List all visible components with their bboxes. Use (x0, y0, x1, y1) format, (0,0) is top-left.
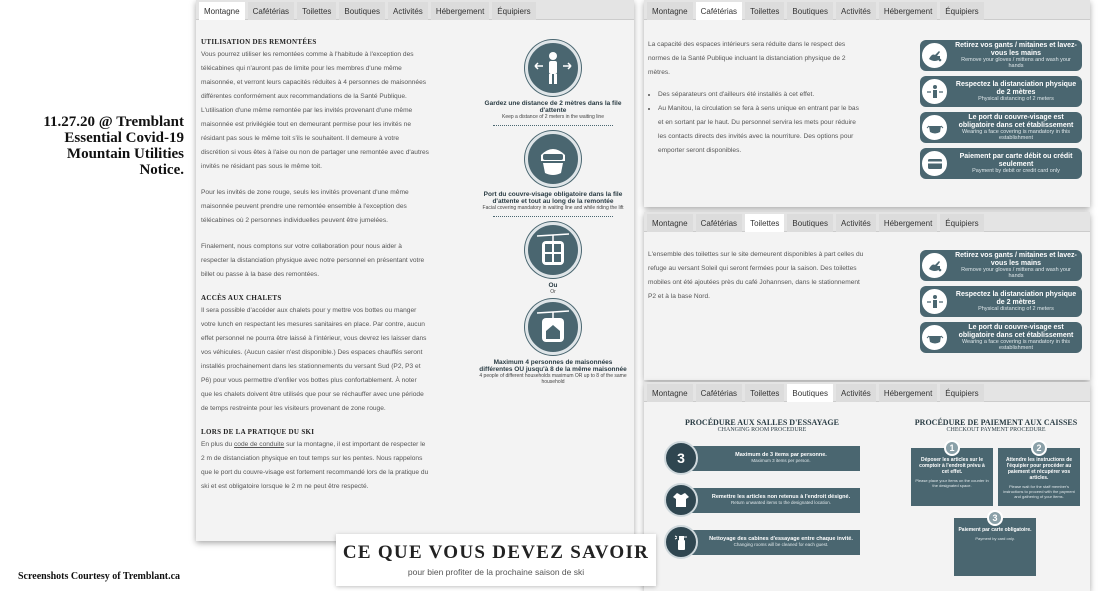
step-number: 1 (944, 440, 960, 456)
paragraph: La capacité des espaces intérieurs sera réduite dans le respect des normes de la Santé Publique incluant la distanciation physique de 2 mètres. (648, 41, 846, 76)
text: sur la montagne, il est important de respecter le 2 m de distanciation physique en tout temps sur les pentes. Nous rappelons que le port du couvre-visage est fortement recommandé lors de la pratique du ski et est obligatoire lorsque le 2 m ne peut être respecté. (201, 441, 429, 490)
row-fr: Maximum de 3 items par personne. (735, 452, 827, 459)
paragraph: Vous pourrez utiliser les remontées comme à l'habitude à l'exception des télécabines qui n'auront pas de limite pour les membres d'une même maisonnée, et verront leurs capacités réduites à 4 personnes de maisonnées différentes conformément aux recommandations de la Santé Publique. L'utilisation d'une même remontée par les invités provenant d'une même maisonnée est privilégiée tout en demeurant permise pour les invités ne résidant pas sous le même toit s'ils le souhaitent. Il demeure à votre discrétion si vous êtes à l'aise ou non de partager une remontée avec d'autres invités ne résidant pas sous le même toit. (201, 51, 429, 170)
essayage-subtitle: CHANGING ROOM PROCEDURE (717, 427, 807, 433)
pill-en: Payment by debit or credit card only (972, 168, 1060, 174)
payment-step (954, 518, 1036, 576)
tab-bar (644, 382, 1090, 402)
montagne-panel (196, 0, 634, 541)
icon-caption-en: Or (550, 289, 556, 295)
pill-en: Wearing a face covering is mandatory in this establishment (961, 339, 1071, 351)
distance-icon (525, 40, 581, 96)
boutiques-panel (644, 382, 1090, 591)
bullet-item: • Des séparateurs ont d'ailleurs été installés à cet effet. (658, 88, 866, 102)
step-fr: Déposer les articles sur le comptoir à l'endroit prévu à cet effet. (919, 457, 985, 475)
tab-equipiers[interactable]: Équipiers (940, 214, 983, 232)
pill-fr: Respectez la distanciation physique de 2 mètres (955, 81, 1077, 96)
row-en: Return unwanted items to the designated location. (730, 500, 832, 506)
tab-hebergement[interactable]: Hébergement (431, 2, 489, 20)
tab-cafeterias[interactable]: Cafétérias (696, 2, 742, 20)
payment-step (911, 448, 993, 506)
tab-toilettes[interactable]: Toilettes (297, 2, 336, 20)
step-en: Please wait for the staff member's instructions to proceed with the payment and gathering of your items. (1003, 484, 1075, 499)
row-fr: Nettoyage des cabines d'essayage entre chaque invité. (709, 536, 853, 543)
tab-montagne[interactable]: Montagne (647, 214, 693, 232)
icon-caption-en: Keep a distance of 2 meters in the waiting line (501, 114, 604, 120)
tshirt-icon (664, 483, 698, 517)
paiement-title: PROCÉDURE DE PAIEMENT AUX CAISSES (914, 418, 1078, 427)
number-three-icon (664, 441, 698, 475)
banner-title: CE QUE VOUS DEVEZ SAVOIR (342, 542, 650, 563)
pill-en: Physical distancing of 2 meters (978, 306, 1054, 312)
divider (493, 125, 613, 126)
household-gondola-icon (525, 299, 581, 355)
notice-caption (14, 114, 184, 178)
tab-boutiques[interactable]: Boutiques (787, 384, 833, 402)
paragraph: L'ensemble des toilettes sur le site demeurent disponibles à part celles du refuge au versant Soleil qui seront fermées pour la saison. Des toilettes mobiles ont été ajoutées près du café Johannsen, dans le stationnement P2 et à la base Nord. (648, 251, 864, 300)
divider (493, 216, 613, 217)
tab-equipiers[interactable]: Équipiers (492, 2, 535, 20)
tab-cafeterias[interactable]: Cafétérias (696, 384, 742, 402)
procedure-row (664, 525, 860, 559)
info-pill (920, 40, 1082, 71)
pill-fr: Le port du couvre-visage est obligatoire dans cet établissement (958, 324, 1074, 339)
info-pill (920, 250, 1082, 281)
toilettes-panel (644, 212, 1090, 380)
tab-bar (644, 0, 1090, 20)
info-pill (920, 286, 1082, 317)
info-pill (920, 76, 1082, 107)
text: En plus du (201, 441, 234, 448)
mask-icon (920, 112, 950, 143)
spray-bottle-icon (664, 525, 698, 559)
section-title-remontees: UTILISATION DES REMONTÉES (201, 38, 317, 46)
max-number: 3 (677, 450, 685, 466)
paragraph: Il sera possible d'accéder aux chalets pour y mettre vos bottes ou manger votre lunch en respectant les mesures sanitaires en place. Par contre, aucun effet personnel ne pourra être laissé à l'intérieur, vous devrez les laisser dans vos véhicules. (Aucun casier n'est disponible.) Des espaces chauffés seront installés prochainement dans les stationnements du versant Sud (P2, P3 et P6) pour vous permettre d'enfiler vos bottes plus confortablement. À noter que les chalets doivent être utilisés que pour se réchauffer avec une période de temps restreinte pour les visiteurs provenant de zone rouge. (201, 307, 427, 412)
tab-equipiers[interactable]: Équipiers (940, 384, 983, 402)
paragraph (201, 438, 429, 494)
pill-en: Wearing a face covering is mandatory in this establishment (961, 129, 1071, 141)
tab-hebergement[interactable]: Hébergement (879, 2, 937, 20)
tab-activites[interactable]: Activités (388, 2, 428, 20)
tab-hebergement[interactable]: Hébergement (879, 214, 937, 232)
code-de-conduite-link[interactable]: code de conduite (234, 441, 285, 448)
distance-icon (920, 286, 950, 317)
gondola-icon (525, 222, 581, 278)
cafeterias-panel (644, 0, 1090, 207)
pill-fr: Le port du couvre-visage est obligatoire dans cet établissement (958, 114, 1074, 129)
step-en: Payment by card only. (975, 536, 1015, 541)
handwash-icon (920, 40, 950, 71)
paragraph: Finalement, nous comptons sur votre collaboration pour nous aider à respecter la distanciation physique avec notre personnel en présentant votre billet ou passe à la base des remontées. (201, 243, 425, 278)
info-pill (920, 322, 1082, 353)
essayage-title: PROCÉDURE AUX SALLES D'ESSAYAGE (685, 418, 839, 427)
paiement-subtitle: CHECKOUT PAYMENT PROCEDURE (946, 427, 1046, 433)
icon-caption-en: 4 people of different households maximum OR up to 8 of the same household (479, 373, 627, 385)
info-pill (920, 112, 1082, 143)
tab-activites[interactable]: Activités (836, 214, 876, 232)
banner (336, 534, 656, 586)
payment-step (998, 448, 1080, 506)
icon-caption-fr: Ou (548, 282, 558, 289)
banner-subtitle: pour bien profiter de la prochaine saison de ski (407, 567, 585, 577)
pill-en: Physical distancing of 2 meters (978, 96, 1054, 102)
tab-toilettes[interactable]: Toilettes (745, 2, 784, 20)
tab-montagne[interactable]: Montagne (647, 384, 693, 402)
icon-caption-fr: Maximum 4 personnes de maisonnées différentes OU jusqu'à 8 de la même maisonnée (479, 359, 627, 373)
mask-icon (920, 322, 950, 353)
caption-line: Essential Covid-19 (64, 130, 184, 146)
caption-line: 11.27.20 @ Tremblant (43, 114, 184, 130)
tab-activites[interactable]: Activités (836, 2, 876, 20)
tab-toilettes[interactable]: Toilettes (745, 214, 784, 232)
tab-bar (196, 0, 634, 20)
bullet-item: • Au Manitou, la circulation se fera à sens unique en entrant par le bas et en sortant par le haut. Du personnel servira les mets pour réduire les contacts directs des invités avec la nourriture. Des options pour emporter seront disponibles. (658, 102, 866, 158)
tab-boutiques[interactable]: Boutiques (787, 2, 833, 20)
tab-montagne[interactable]: Montagne (647, 2, 693, 20)
tab-cafeterias[interactable]: Cafétérias (696, 214, 742, 232)
procedure-row (664, 483, 860, 517)
card-payment-icon (920, 148, 950, 179)
pill-fr: Retirez vos gants / mitaines et lavez-vous les mains (955, 42, 1077, 57)
row-fr: Remettre les articles non retenus à l'endroit désigné. (711, 494, 851, 501)
tab-activites[interactable]: Activités (836, 384, 876, 402)
tab-cafeterias[interactable]: Cafétérias (248, 2, 294, 20)
caption-line: Notice. (139, 162, 184, 178)
pill-fr: Respectez la distanciation physique de 2 mètres (955, 291, 1077, 306)
icon-caption-fr: Port du couvre-visage obligatoire dans la file d'attente et tout au long de la remontée (483, 191, 623, 205)
procedure-row (664, 441, 860, 475)
screenshot-credit: Screenshots Courtesy of Tremblant.ca (18, 571, 181, 582)
handwash-icon (920, 250, 950, 281)
step-number: 2 (1031, 440, 1047, 456)
paragraph: Pour les invités de zone rouge, seuls les invités provenant d'une même maisonnée peuvent prendre une remontée ensemble à l'exception des télécabines où 2 personnes individuelles peuvent être jumelées. (201, 189, 409, 224)
tab-boutiques[interactable]: Boutiques (787, 214, 833, 232)
pill-en: Remove your gloves / mittens and wash your hands (961, 57, 1071, 69)
tab-boutiques[interactable]: Boutiques (339, 2, 385, 20)
step-fr: Attendre les instructions de l'équipier pour procéder au paiement et récupérer vos articles. (1005, 457, 1073, 481)
pill-fr: Paiement par carte débit ou crédit seulement (959, 153, 1073, 168)
tab-hebergement[interactable]: Hébergement (879, 384, 937, 402)
section-title-chalets: ACCÈS AUX CHALETS (201, 294, 282, 302)
tab-toilettes[interactable]: Toilettes (745, 384, 784, 402)
row-en: Changing rooms will be cleaned for each guest. (733, 542, 829, 548)
section-title-ski: LORS DE LA PRATIQUE DU SKI (201, 428, 315, 436)
face-covering-icon (525, 131, 581, 187)
tab-montagne[interactable]: Montagne (199, 2, 245, 20)
info-pill (920, 148, 1082, 179)
icon-caption-en: Facial covering mandatory in waiting line and while riding the lift (482, 205, 624, 211)
tab-equipiers[interactable]: Équipiers (940, 2, 983, 20)
pill-en: Remove your gloves / mittens and wash your hands (961, 267, 1071, 279)
icon-caption-fr: Gardez une distance de 2 mètres dans la file d'attente (484, 100, 622, 114)
step-number: 3 (987, 510, 1003, 526)
step-fr: Paiement par carte obligatoire. (958, 527, 1032, 533)
caption-line: Mountain Utilities (66, 146, 184, 162)
row-en: Maximum 3 items per person. (751, 458, 811, 464)
pill-fr: Retirez vos gants / mitaines et lavez-vous les mains (955, 252, 1077, 267)
tab-bar (644, 212, 1090, 232)
step-en: Please place your items on the counter in the designated space. (915, 478, 989, 488)
distance-icon (920, 76, 950, 107)
